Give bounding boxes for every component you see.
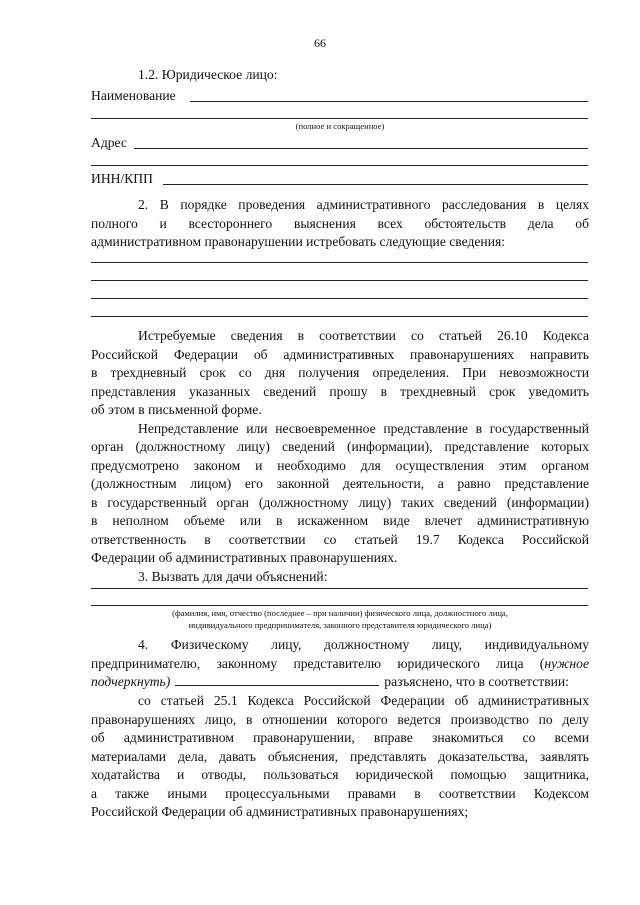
- section-4-line: [91, 655, 589, 673]
- inn-kpp-label: ИНН/КПП: [91, 171, 153, 186]
- requested-paragraph-line: представления указанных сведений прошу в трехдневный срок уведомить: [91, 384, 589, 399]
- name-label: Наименование: [91, 88, 176, 103]
- requested-info-line[interactable]: [91, 316, 588, 317]
- section-2-line: административном правонарушении истребовать следующие сведения:: [91, 234, 506, 249]
- rights-paragraph-line: ходатайства и отводы, пользоваться юридической помощью защитника,: [91, 767, 589, 782]
- rights-paragraph-line: об административном правонарушении, вправе знакомиться со всеми: [91, 730, 589, 745]
- liability-paragraph-line: в государственный орган (должностному лицу) таких сведений (информации): [91, 495, 589, 510]
- inn-kpp-field-line[interactable]: [163, 184, 588, 185]
- liability-paragraph-line: Непредставление или несвоевременное представление в государственный: [138, 421, 589, 436]
- liability-paragraph-line: Федерации об административных правонарушениях.: [91, 550, 398, 565]
- section-2-line: 2. В порядке проведения административного расследования в целях: [138, 197, 589, 212]
- requested-paragraph-line: Истребуемые сведения в соответствии со статьей 26.10 Кодекса: [138, 328, 589, 343]
- address-label: Адрес: [91, 135, 127, 150]
- summoned-caption: (фамилия, имя, отчество (последнее – при наличии) физического лица, должностного лица,: [172, 608, 508, 618]
- underline-hint: нужное: [544, 656, 589, 671]
- name-field-line[interactable]: [190, 101, 588, 102]
- requested-info-line[interactable]: [91, 262, 588, 263]
- summoned-person-line-2[interactable]: [91, 605, 588, 606]
- address-field-line[interactable]: [134, 148, 588, 149]
- liability-paragraph-line: (должностным лицом) его законной деятельности, а равно представление: [91, 476, 589, 491]
- page-number: 66: [314, 36, 326, 50]
- liability-paragraph-line: в неполном объеме или в искаженном виде влечет административную: [91, 513, 589, 528]
- underline-hint-end: подчеркнуть): [91, 674, 171, 689]
- requested-info-line[interactable]: [91, 280, 588, 281]
- section-1-2-heading: 1.2. Юридическое лицо:: [138, 67, 278, 82]
- section-2-line: полного и всестороннего выяснения всех обстоятельств дела об: [91, 216, 589, 231]
- requested-paragraph-line: Российской Федерации об административных правонарушениях направить: [91, 347, 589, 362]
- rights-paragraph-line: Российской Федерации об административных правонарушениях;: [91, 804, 469, 819]
- requested-paragraph-line: в трехдневный срок со дня получения определения. При невозможности: [91, 365, 589, 380]
- rights-paragraph-line: а также иными процессуальными правами в соответствии Кодексом: [91, 786, 589, 801]
- liability-paragraph-line: предусмотрено законом и необходимо для осуществления этим органом: [91, 458, 589, 473]
- summoned-person-line[interactable]: [91, 588, 588, 589]
- rights-paragraph-line: материалами дела, давать объяснения, представлять доказательства, заявлять: [91, 749, 589, 764]
- rights-paragraph-line: со статьей 25.1 Кодекса Российской Федерации об административных: [138, 693, 589, 708]
- section-4-line: 4. Физическому лицу, должностному лицу, индивидуальному: [138, 637, 589, 652]
- rights-paragraph-line: правонарушениях лицо, в отношении которого ведется производство по делу: [91, 712, 589, 727]
- requested-paragraph-line: об этом в письменной форме.: [91, 402, 262, 417]
- section-4-line-3-text: разъяснено, что в соответствии:: [384, 674, 569, 689]
- liability-paragraph-line: ответственность в соответствии со статьей 19.7 Кодекса Российской: [91, 532, 589, 547]
- requested-info-line[interactable]: [91, 298, 588, 299]
- explained-to-blank[interactable]: [175, 673, 379, 686]
- address-field-line-2[interactable]: [91, 165, 588, 166]
- name-field-line-2[interactable]: [91, 118, 588, 119]
- section-3-heading: 3. Вызвать для дачи объяснений:: [138, 569, 328, 584]
- summoned-caption: индивидуального предпринимателя, законного представителя юридического лица): [188, 620, 492, 630]
- liability-paragraph-line: орган (должностному лицу) сведений (информации), представление которых: [91, 439, 589, 454]
- section-4-line: [91, 673, 589, 691]
- name-caption: (полное и сокращенное): [295, 121, 385, 131]
- section-4-line-2-text: предпринимателю, законному представителю юридического лица (: [91, 656, 545, 671]
